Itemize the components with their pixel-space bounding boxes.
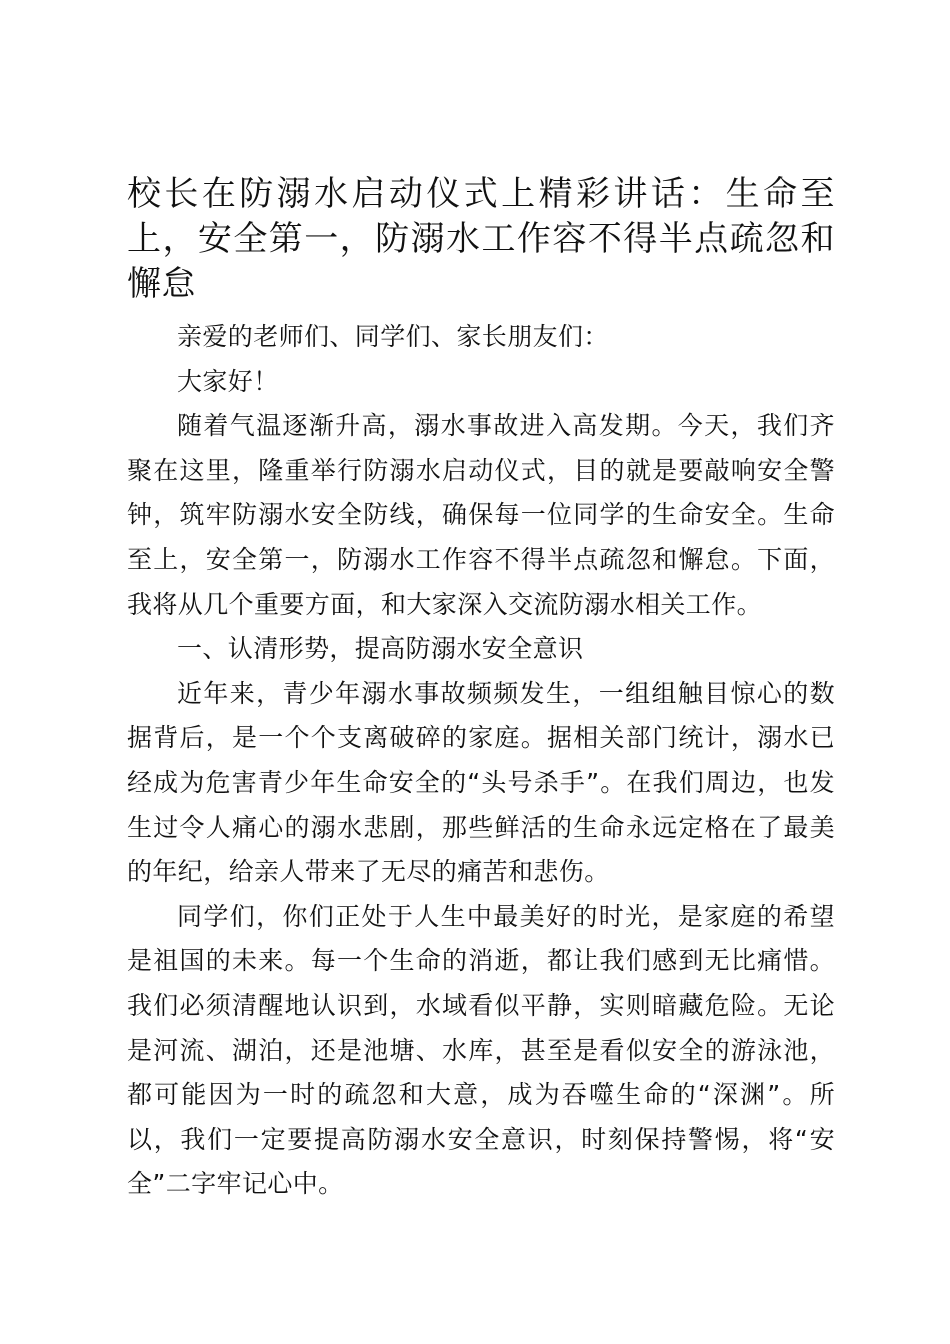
document-title: 校长在防溺水启动仪式上精彩讲话：生命至上，安全第一，防溺水工作容不得半点疏忽和懈怠: [127, 174, 835, 304]
body-paragraph: 近年来，青少年溺水事故频频发生，一组组触目惊心的数据背后，是一个个支离破碎的家庭。据相关部门统计，溺水已经成为危害青少年生命安全的“头号杀手”。在我们周边，也发生过令人痛心的溺水悲剧，那些鲜活的生命永远定格在了最美的年纪，给亲人带来了无尽的痛苦和悲伤。: [127, 678, 835, 887]
section-heading: 一、认清形势，提高防溺水安全意识: [177, 634, 584, 664]
intro-paragraph: 随着气温逐渐升高，溺水事故进入高发期。今天，我们齐聚在这里，隆重举行防溺水启动仪式，目的就是要敲响安全警钟，筑牢防溺水安全防线，确保每一位同学的生命安全。生命至上，安全第一，防溺水工作容不得半点疏忽和懈怠。下面，我将从几个重要方面，和大家深入交流防溺水相关工作。: [127, 411, 835, 619]
salutation-paragraph: 亲爱的老师们、同学们、家长朋友们：: [177, 322, 609, 351]
greeting-paragraph: 大家好！: [177, 366, 279, 396]
body-paragraph: 同学们，你们正处于人生中最美好的时光，是家庭的希望是祖国的未来。每一个生命的消逝，都让我们感到无比痛惜。我们必须清醒地认识到，水域看似平静，实则暗藏危险。无论是河流、湖泊，还是池塘、水库，甚至是看似安全的游泳池，都可能因为一时的疏忽和大意，成为吞噬生命的“深渊”。所以，我们一定要提高防溺水安全意识，时刻保持警惕，将“安全”二字牢记心中。: [127, 901, 835, 1199]
document-page: [127, 172, 835, 1207]
